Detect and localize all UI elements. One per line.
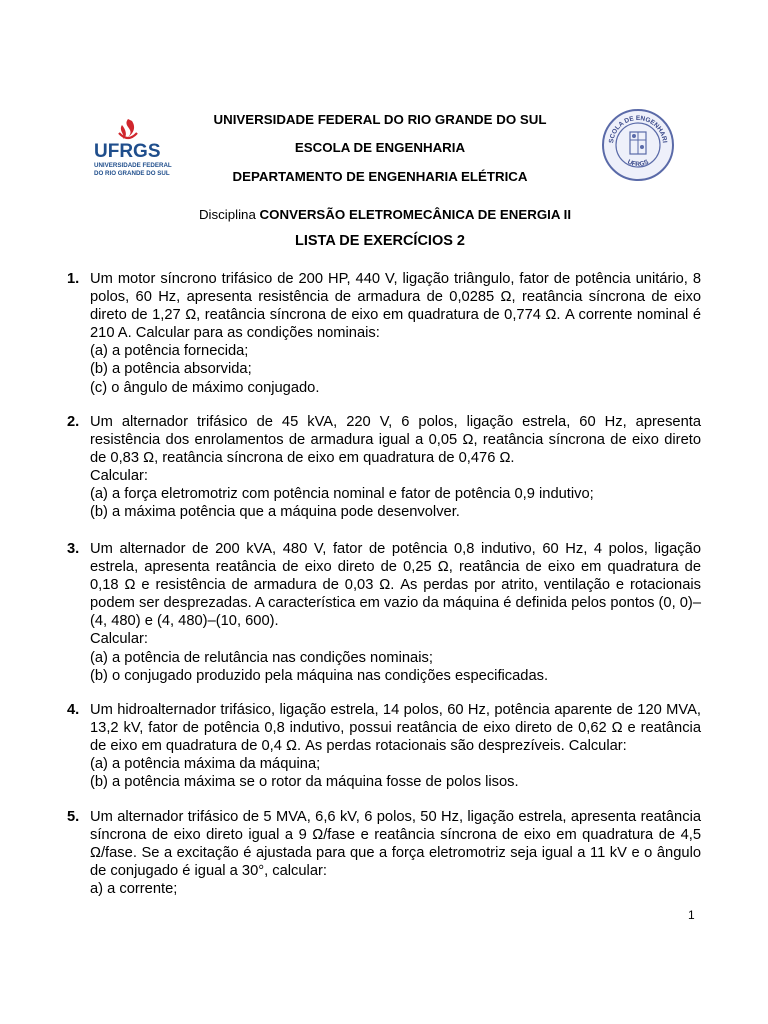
discipline-prefix: Disciplina xyxy=(198,207,256,222)
exercise-number: 1. xyxy=(67,271,80,287)
exercise-item: (b) o conjugado produzido pela máquina nas condições especificadas. xyxy=(90,667,549,684)
exercise-text: Um hidroalternador trifásico, ligação estrela, 14 polos, 60 Hz, potência aparente de 120 MVA, 13,2 kV, fator de potência 0,8 indutivo, possui reatância de eixo direto de 0,62 Ω e reatância de eixo em quadratura de 0,4 Ω. As perdas rotacionais são desprezíveis. Calcular: xyxy=(90,702,701,755)
exercise-5 xyxy=(67,808,701,898)
seal-top-text: SCOLA DE ENGENHARI xyxy=(608,114,668,144)
school-name: ESCOLA DE ENGENHARIA xyxy=(294,140,466,155)
exercise-1 xyxy=(67,270,701,397)
exercise-item: (a) a força eletromotriz com potência nominal e fator de potência 0,9 indutivo; xyxy=(90,486,594,503)
exercise-number: 4. xyxy=(67,702,80,718)
exercise-item: (b) a potência máxima se o rotor da máquina fosse de polos lisos. xyxy=(90,774,519,791)
exercise-text: Um alternador trifásico de 45 kVA, 220 V, 6 polos, ligação estrela, 60 Hz, apresenta resistência dos enrolamentos de armadura igual a 0,05 Ω, reatância síncrona de eixo direto de 0,83 Ω, reatância síncrona de eixo em quadratura de 0,476 Ω. xyxy=(90,414,701,467)
exercise-item: (a) a potência de relutância nas condições nominais; xyxy=(90,649,433,666)
ufrgs-logo-text: UFRGS xyxy=(94,141,161,162)
ufrgs-logo-sub1: UNIVERSIDADE FEDERAL xyxy=(94,162,172,169)
exercise-item: (a) a potência fornecida; xyxy=(90,343,249,360)
seal-bottom-text: UFRGS xyxy=(626,158,650,169)
discipline-line xyxy=(120,207,650,222)
university-name: UNIVERSIDADE FEDERAL DO RIO GRANDE DO SUL xyxy=(213,112,547,127)
exercise-item: a) a corrente; xyxy=(90,881,178,898)
exercise-number: 5. xyxy=(67,809,80,825)
ufrgs-logo xyxy=(92,117,172,179)
department-name: DEPARTAMENTO DE ENGENHARIA ELÉTRICA xyxy=(232,169,528,184)
page-number: 1 xyxy=(688,908,695,922)
exercise-text: Um motor síncrono trifásico de 200 HP, 440 V, ligação triângulo, fator de potência unitário, 8 polos, 60 Hz, apresenta resistência de armadura de 0,0285 Ω, reatância síncrona de eixo direto de 1,27 Ω, reatância síncrona de eixo em quadratura de 0,774 Ω. A corrente nominal é 210 A. Calcular para as condições nominais: xyxy=(90,271,701,342)
exercise-item: (b) a potência absorvida; xyxy=(90,361,252,378)
exercise-text: Um alternador trifásico de 5 MVA, 6,6 kV, 6 polos, 50 Hz, ligação estrela, apresenta reatância síncrona de eixo direto igual a 9 Ω/fase e reatância síncrona de eixo em quadratura de 4,5 Ω/fase. Se a excitação é ajustada para que a força eletromotriz seja igual a 11 kV e o ângulo de conjugado é igual a 30°, calcular: xyxy=(90,809,701,880)
exercise-item: (c) o ângulo de máximo conjugado. xyxy=(90,379,320,396)
exercise-4 xyxy=(67,701,701,791)
exercise-text: Um alternador de 200 kVA, 480 V, fator de potência 0,8 indutivo, 60 Hz, 4 polos, ligação estrela, apresenta reatância de eixo direto de 0,25 Ω, reatância de eixo em quadratura de 0,18 Ω e resistência de armadura de 0,03 Ω. As perdas por atrito, ventilação e rotacionais podem ser desprezadas. A característica em vazio da máquina é definida pelos pontos (0, 0)–(4, 480) e (4, 480)–(10, 600). xyxy=(90,541,701,630)
exercise-item: Calcular: xyxy=(90,631,148,648)
list-title: LISTA DE EXERCÍCIOS 2 xyxy=(295,233,465,249)
exercise-item: Calcular: xyxy=(90,468,148,485)
exercise-item: (b) a máxima potência que a máquina pode desenvolver. xyxy=(90,504,460,521)
exercise-2 xyxy=(67,413,701,522)
discipline-name: CONVERSÃO ELETROMECÂNICA DE ENERGIA II xyxy=(259,207,572,222)
escola-engenharia-seal xyxy=(601,108,675,182)
exercise-item: (a) a potência máxima da máquina; xyxy=(90,756,321,773)
exercise-number: 2. xyxy=(67,414,80,430)
ufrgs-logo-sub2: DO RIO GRANDE DO SUL xyxy=(94,170,170,177)
exercise-number: 3. xyxy=(67,541,80,557)
exercise-3 xyxy=(67,540,701,685)
